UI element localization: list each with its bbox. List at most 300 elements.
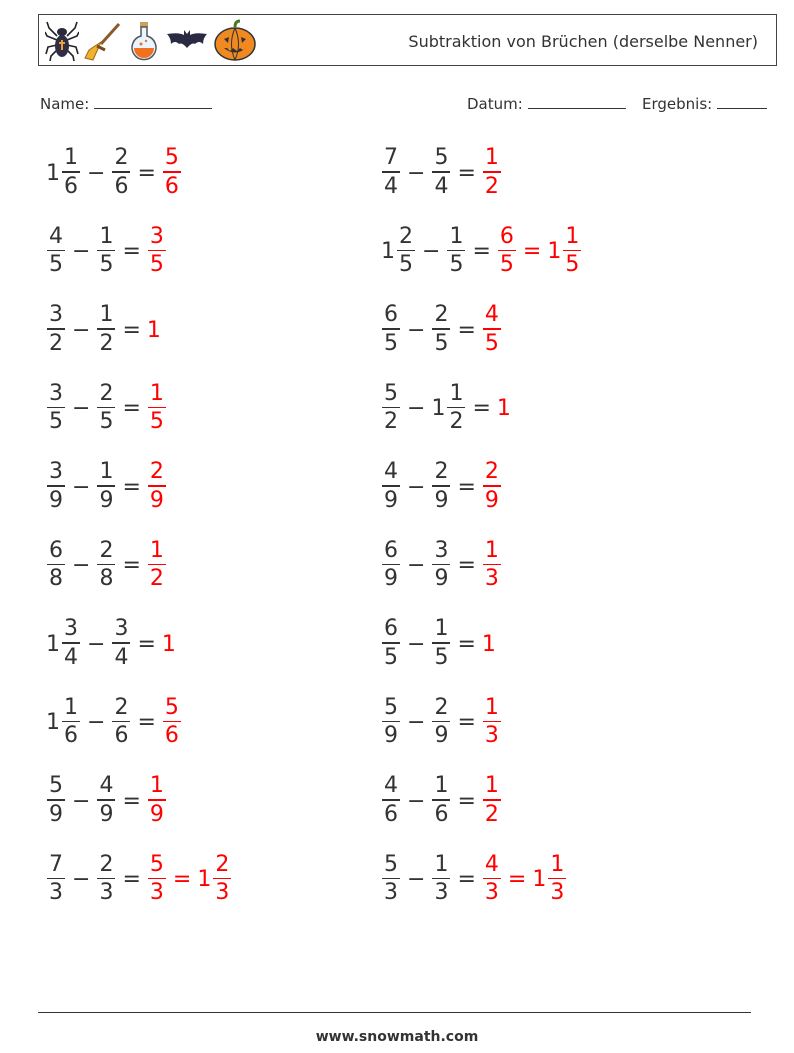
numerator: 3	[149, 223, 164, 249]
mixed-number	[46, 773, 66, 829]
minus-sign: −	[407, 710, 426, 735]
fraction	[112, 616, 130, 672]
name-label: Name:	[40, 95, 90, 113]
fraction	[47, 459, 65, 515]
fraction	[498, 224, 516, 280]
denominator: 5	[49, 409, 63, 435]
problem-3	[46, 222, 167, 282]
minus-sign: −	[72, 867, 91, 892]
numerator: 2	[99, 537, 114, 563]
fraction	[548, 852, 566, 908]
numerator: 1	[449, 223, 464, 249]
numerator: 3	[49, 302, 63, 328]
fraction	[382, 459, 400, 515]
ergebnis-label: Ergebnis:	[642, 95, 713, 113]
denominator: 5	[149, 409, 164, 435]
denominator: 3	[384, 880, 398, 906]
minus-sign: −	[87, 710, 106, 735]
answer	[147, 538, 167, 594]
mixed-number	[431, 773, 451, 829]
denominator: 9	[149, 801, 164, 827]
fraction	[148, 852, 166, 908]
mixed-number	[162, 632, 177, 657]
mixed-number	[482, 695, 502, 751]
numerator: 5	[49, 773, 63, 799]
denominator: 5	[399, 252, 413, 278]
equals-sign: =	[457, 867, 476, 892]
minus-sign: −	[72, 474, 91, 500]
fraction	[447, 224, 465, 280]
whole-part: 1	[146, 317, 161, 343]
numerator: 1	[99, 302, 114, 328]
minus-sign: −	[407, 553, 426, 578]
denominator: 3	[550, 880, 565, 906]
datum-label: Datum:	[467, 95, 523, 113]
numerator: 5	[434, 145, 449, 171]
fraction	[148, 224, 166, 280]
header-box	[38, 14, 777, 66]
mixed-number	[381, 145, 401, 201]
whole-part: 1	[547, 239, 562, 264]
equals-sign: =	[472, 239, 491, 264]
equals-sign: =	[457, 474, 476, 500]
fraction	[382, 145, 400, 201]
mixed-number	[96, 538, 116, 594]
denominator: 6	[164, 173, 179, 199]
problem-9	[46, 457, 167, 517]
denominator: 3	[99, 880, 114, 906]
problem-8	[381, 379, 512, 439]
equals-sign: =	[472, 396, 491, 421]
mixed-number	[147, 852, 167, 908]
problem-2	[381, 143, 502, 203]
fraction	[148, 381, 166, 437]
answer	[482, 538, 502, 594]
answer-equals-sign: =	[172, 867, 192, 892]
numerator: 7	[49, 851, 63, 877]
denominator: 3	[434, 880, 449, 906]
denominator: 6	[64, 173, 78, 199]
fraction	[112, 695, 130, 751]
numerator: 1	[484, 537, 499, 563]
minus-sign: −	[407, 867, 426, 892]
pumpkin-icon	[213, 19, 257, 63]
minus-sign: −	[407, 788, 426, 814]
numerator: 4	[384, 459, 398, 485]
answer	[162, 632, 177, 657]
fraction	[47, 852, 65, 908]
mixed-number	[547, 224, 582, 280]
denominator: 9	[99, 487, 114, 513]
answer	[147, 773, 167, 829]
mixed-number	[147, 773, 167, 829]
mixed-number	[46, 538, 66, 594]
numerator: 2	[114, 145, 129, 171]
mixed-number	[46, 852, 66, 908]
fraction	[432, 145, 450, 201]
numerator: 3	[49, 459, 63, 485]
denominator: 9	[99, 801, 114, 827]
minus-sign: −	[87, 160, 106, 186]
numerator: 4	[484, 851, 499, 877]
fraction	[62, 695, 80, 751]
equals-sign: =	[122, 239, 141, 264]
mixed-number	[162, 145, 182, 201]
mixed-number	[497, 396, 512, 421]
numerator: 2	[99, 851, 114, 877]
numerator: 3	[434, 537, 449, 563]
minus-sign: −	[407, 396, 426, 421]
fraction	[97, 538, 115, 594]
equals-sign: =	[137, 631, 156, 657]
mixed-number	[381, 852, 401, 908]
ergebnis-blank[interactable]	[717, 94, 767, 109]
fraction	[97, 773, 115, 829]
fraction	[47, 224, 65, 280]
equals-sign: =	[457, 710, 476, 735]
bat-icon	[165, 20, 209, 62]
denominator: 6	[114, 723, 129, 749]
denominator: 6	[164, 723, 179, 749]
problem-12	[381, 536, 502, 596]
fraction	[97, 459, 115, 515]
whole-part: 1	[46, 710, 60, 735]
fraction	[97, 381, 115, 437]
fraction	[382, 302, 400, 358]
fraction	[148, 773, 166, 829]
numerator: 4	[484, 302, 499, 328]
fraction	[483, 538, 501, 594]
answer	[147, 318, 162, 343]
problem-5	[46, 300, 162, 360]
numerator: 7	[384, 145, 398, 171]
denominator: 3	[149, 880, 164, 906]
numerator: 4	[99, 773, 114, 799]
denominator: 4	[434, 173, 449, 199]
numerator: 3	[64, 616, 78, 642]
answer	[147, 381, 167, 437]
denominator: 2	[149, 566, 164, 592]
mixed-number	[147, 538, 167, 594]
fraction	[382, 773, 400, 829]
datum-blank[interactable]	[528, 94, 626, 109]
numerator: 2	[434, 302, 449, 328]
denominator: 5	[99, 252, 114, 278]
minus-sign: −	[72, 317, 91, 343]
fraction	[432, 459, 450, 515]
problem-16	[381, 693, 502, 753]
numerator: 1	[99, 223, 114, 249]
numerator: 2	[215, 851, 230, 877]
denominator: 3	[49, 880, 63, 906]
mixed-number	[431, 852, 451, 908]
numerator: 6	[384, 616, 398, 642]
answer	[497, 396, 512, 421]
denominator: 8	[99, 566, 114, 592]
mixed-number	[446, 224, 466, 280]
denominator: 6	[384, 801, 398, 827]
denominator: 8	[49, 566, 63, 592]
problem-14	[381, 614, 497, 674]
mixed-number	[381, 616, 401, 672]
minus-sign: −	[407, 317, 426, 343]
denominator: 4	[384, 173, 398, 199]
fraction	[382, 616, 400, 672]
fraction	[382, 852, 400, 908]
numerator: 6	[384, 302, 398, 328]
denominator: 5	[384, 330, 398, 356]
name-field	[40, 94, 212, 113]
numerator: 5	[149, 851, 164, 877]
denominator: 9	[149, 487, 164, 513]
mixed-number	[46, 145, 81, 201]
denominator: 2	[384, 409, 398, 435]
mixed-number	[532, 852, 567, 908]
fraction	[62, 145, 80, 201]
fraction	[148, 538, 166, 594]
spider-icon	[45, 20, 79, 62]
mixed-number	[96, 852, 116, 908]
equals-sign: =	[137, 710, 156, 735]
numerator: 5	[164, 694, 179, 720]
mixed-number	[46, 695, 81, 751]
denominator: 5	[484, 330, 499, 356]
footer-url: www.snowmath.com	[315, 1029, 479, 1045]
answer	[147, 224, 167, 280]
numerator: 5	[384, 851, 398, 877]
denominator: 5	[434, 644, 449, 670]
answer	[147, 459, 167, 515]
minus-sign: −	[407, 631, 426, 657]
problem-20	[381, 850, 567, 910]
mixed-number	[482, 852, 502, 908]
mixed-number	[381, 538, 401, 594]
numerator: 5	[384, 694, 398, 720]
minus-sign: −	[87, 631, 106, 657]
equals-sign: =	[457, 553, 476, 578]
numerator: 6	[49, 537, 63, 563]
denominator: 2	[49, 330, 63, 356]
whole-part: 1	[496, 396, 511, 421]
fraction	[163, 695, 181, 751]
numerator: 1	[550, 851, 565, 877]
fraction	[483, 302, 501, 358]
fraction	[483, 145, 501, 201]
mixed-number	[431, 695, 451, 751]
equals-sign: =	[122, 317, 141, 343]
mixed-number	[147, 318, 162, 343]
mixed-number	[482, 302, 502, 358]
numerator: 6	[384, 537, 398, 563]
denominator: 2	[484, 173, 499, 199]
fraction	[47, 381, 65, 437]
ergebnis-field	[642, 94, 767, 113]
fraction	[432, 616, 450, 672]
answer	[482, 632, 497, 657]
denominator: 5	[499, 252, 514, 278]
fraction	[432, 302, 450, 358]
problem-17	[46, 771, 167, 831]
minus-sign: −	[422, 239, 441, 264]
mixed-number	[111, 616, 131, 672]
mixed-number	[381, 381, 401, 437]
datum-field	[467, 94, 626, 113]
answer-equals-sign: =	[522, 239, 542, 264]
answer-equals-sign: =	[507, 867, 527, 892]
mixed-number	[46, 459, 66, 515]
numerator: 6	[499, 223, 514, 249]
equals-sign: =	[122, 474, 141, 500]
answer	[482, 145, 502, 201]
fraction	[483, 852, 501, 908]
whole-part: 1	[161, 631, 176, 657]
mixed-number	[46, 224, 66, 280]
whole-part: 1	[46, 631, 60, 657]
problem-15	[46, 693, 182, 753]
minus-sign: −	[407, 160, 426, 186]
fraction	[97, 302, 115, 358]
whole-part: 1	[481, 631, 496, 657]
numerator: 2	[434, 459, 449, 485]
mixed-number	[482, 632, 497, 657]
minus-sign: −	[72, 396, 91, 421]
mixed-number	[96, 224, 116, 280]
answer	[482, 459, 502, 515]
mixed-number	[482, 145, 502, 201]
denominator: 9	[484, 487, 499, 513]
mixed-number	[431, 145, 451, 201]
problem-1	[46, 143, 182, 203]
minus-sign: −	[72, 553, 91, 578]
mixed-number	[111, 145, 131, 201]
answer	[482, 852, 567, 908]
broom-icon	[83, 20, 123, 62]
denominator: 6	[64, 723, 78, 749]
equals-sign: =	[137, 160, 156, 186]
fraction	[447, 381, 465, 437]
denominator: 9	[384, 723, 398, 749]
fraction	[47, 302, 65, 358]
denominator: 5	[434, 330, 449, 356]
denominator: 9	[49, 801, 63, 827]
equals-sign: =	[122, 867, 141, 892]
denominator: 9	[434, 566, 449, 592]
equals-sign: =	[457, 317, 476, 343]
denominator: 3	[215, 880, 230, 906]
numerator: 1	[565, 223, 580, 249]
denominator: 9	[434, 487, 449, 513]
numerator: 1	[64, 694, 78, 720]
problem-18	[381, 771, 502, 831]
denominator: 9	[434, 723, 449, 749]
fraction	[382, 538, 400, 594]
fraction	[382, 381, 400, 437]
denominator: 9	[49, 487, 63, 513]
mixed-number	[96, 459, 116, 515]
footer-divider	[38, 1012, 751, 1013]
icon-row	[45, 19, 257, 63]
fraction	[97, 224, 115, 280]
answer	[482, 773, 502, 829]
fraction	[213, 852, 231, 908]
denominator: 4	[114, 644, 129, 670]
mixed-number	[497, 224, 517, 280]
name-blank[interactable]	[94, 94, 212, 109]
fraction	[47, 773, 65, 829]
denominator: 6	[114, 173, 129, 199]
fraction	[563, 224, 581, 280]
mixed-number	[431, 538, 451, 594]
mixed-number	[381, 459, 401, 515]
fraction	[163, 145, 181, 201]
mixed-number	[46, 616, 81, 672]
answer	[162, 695, 182, 751]
fraction	[148, 459, 166, 515]
mixed-number	[147, 381, 167, 437]
denominator: 3	[484, 566, 499, 592]
numerator: 2	[434, 694, 449, 720]
mixed-number	[96, 302, 116, 358]
numerator: 1	[449, 380, 464, 406]
fraction	[97, 852, 115, 908]
mixed-number	[162, 695, 182, 751]
numerator: 5	[164, 145, 179, 171]
answer	[147, 852, 232, 908]
fraction	[47, 538, 65, 594]
numerator: 5	[384, 380, 398, 406]
mixed-number	[197, 852, 232, 908]
numerator: 2	[99, 380, 114, 406]
whole-part: 1	[381, 239, 395, 264]
fraction	[432, 773, 450, 829]
mixed-number	[381, 773, 401, 829]
equals-sign: =	[457, 160, 476, 186]
denominator: 5	[449, 252, 464, 278]
numerator: 2	[399, 223, 413, 249]
minus-sign: −	[407, 474, 426, 500]
mixed-number	[147, 224, 167, 280]
mixed-number	[381, 695, 401, 751]
mixed-number	[111, 695, 131, 751]
problem-6	[381, 300, 502, 360]
whole-part: 1	[46, 160, 60, 186]
problem-13	[46, 614, 177, 674]
mixed-number	[381, 302, 401, 358]
numerator: 2	[114, 694, 129, 720]
numerator: 1	[149, 773, 164, 799]
mixed-number	[46, 381, 66, 437]
fraction	[112, 145, 130, 201]
fraction	[483, 695, 501, 751]
whole-part: 1	[197, 867, 212, 892]
denominator: 6	[434, 801, 449, 827]
fraction	[483, 773, 501, 829]
numerator: 4	[49, 223, 63, 249]
mixed-number	[96, 381, 116, 437]
mixed-number	[431, 381, 466, 437]
worksheet-title: Subtraktion von Brüchen (derselbe Nenner)	[408, 32, 758, 51]
answer	[497, 224, 582, 280]
mixed-number	[431, 302, 451, 358]
numerator: 1	[434, 773, 449, 799]
answer	[482, 695, 502, 751]
denominator: 2	[484, 801, 499, 827]
answer	[482, 302, 502, 358]
numerator: 2	[484, 459, 499, 485]
denominator: 5	[149, 252, 164, 278]
numerator: 1	[149, 537, 164, 563]
equals-sign: =	[122, 788, 141, 814]
